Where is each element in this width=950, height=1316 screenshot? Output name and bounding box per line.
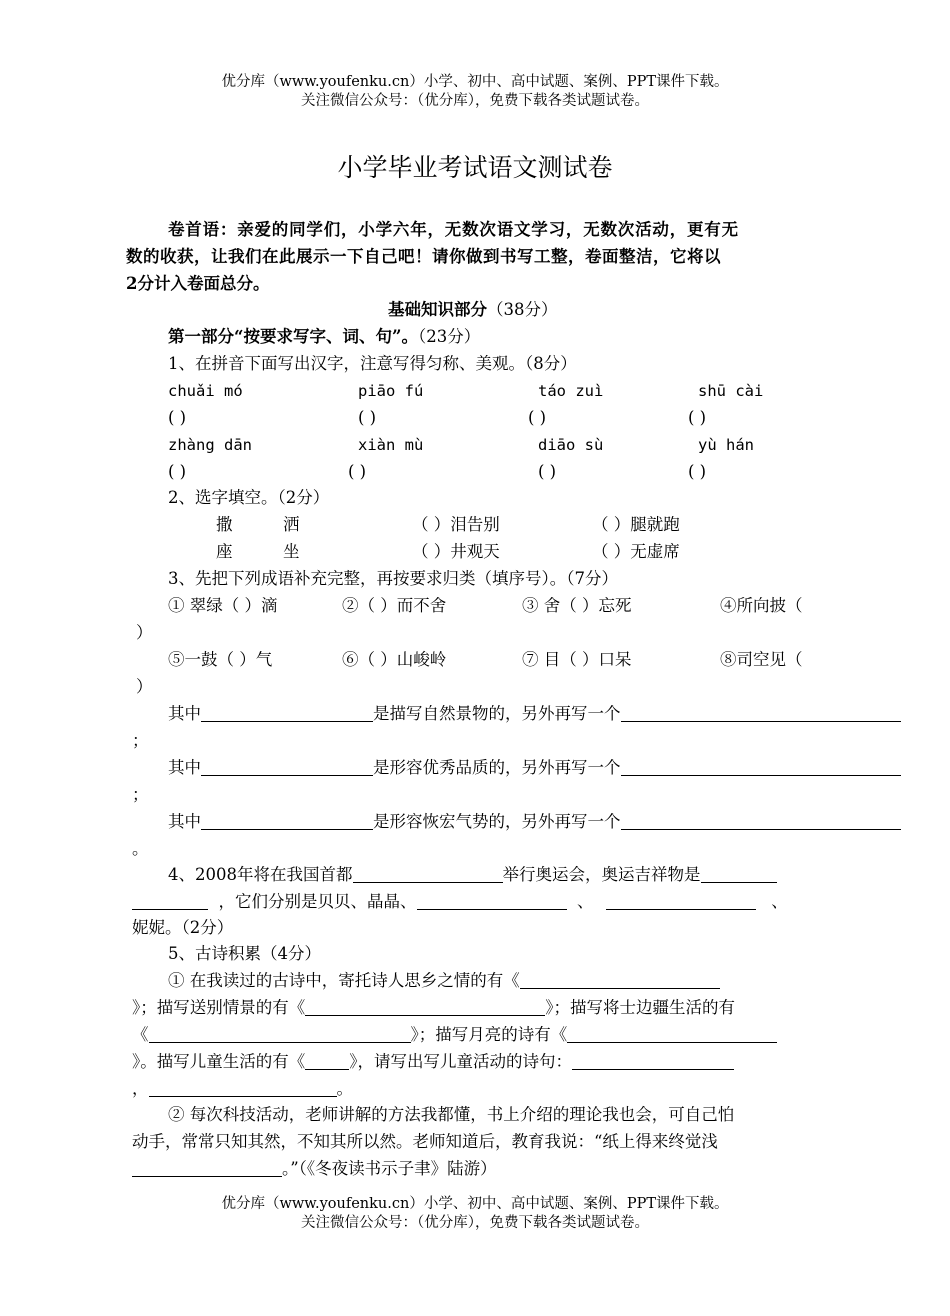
q5-text-s2c: 。”（《冬夜读书示子聿》陆游）	[282, 1159, 497, 1178]
q3-classify-3	[168, 812, 901, 832]
q3-idiom-6[interactable]: ⑥（ ）山峻岭	[342, 650, 447, 669]
q4-text-d: 、	[577, 892, 594, 911]
q4-text-e: 、	[771, 892, 788, 911]
q4-blank-name-2[interactable]	[606, 892, 756, 910]
q3-idiom-4[interactable]: ④所向披（	[720, 596, 803, 615]
q1-pinyin-4: shū cài	[698, 382, 764, 400]
q2-item-1[interactable]: （ ）泪告别	[412, 515, 500, 534]
q5-line-3	[132, 1025, 777, 1045]
q5-text-b: 》；描写送别情景的有《	[132, 998, 306, 1017]
q5-line-2	[132, 998, 735, 1018]
part1-heading	[168, 327, 480, 347]
q5-blank-verse-2[interactable]	[149, 1079, 337, 1097]
q3-classify-1-blank-b[interactable]	[621, 704, 901, 722]
q3-classify-1-blank-a[interactable]	[201, 704, 373, 722]
q4-line-3: 妮妮。（2分）	[132, 918, 234, 937]
q3-classify-3-blank-a[interactable]	[201, 812, 373, 830]
q5-blank-frontier[interactable]	[149, 1025, 411, 1043]
q4-line-1	[168, 865, 777, 885]
q1-blank-5[interactable]: ( )	[168, 462, 187, 481]
q4-blank-mascot-cont[interactable]	[132, 892, 208, 910]
q3-classify-2-end: ；	[132, 785, 149, 804]
q3-idiom-7[interactable]: ⑦ 目（ ）口呆	[522, 650, 632, 669]
q2-item-4[interactable]: （ ）无虚席	[592, 542, 680, 561]
header-line-2: 关注微信公众号：（优分库），免费下载各类试题试卷。	[301, 93, 649, 109]
q5-blank-homesick[interactable]	[520, 971, 720, 989]
q3-stem: 3、先把下列成语补充完整，再按要求归类（填序号）。（7分）	[168, 569, 618, 588]
intro-line-2: 数的收获，让我们在此展示一下自己吧！请你做到书写工整，卷面整洁，它将以	[126, 247, 721, 266]
q1-blank-1[interactable]: ( )	[168, 408, 187, 427]
q5-line-1	[168, 971, 720, 991]
q5-line-5	[132, 1079, 353, 1099]
q1-stem: 1、在拼音下面写出汉字，注意写得匀称、美观。（8分）	[168, 354, 577, 373]
q3-idiom-3[interactable]: ③ 舍（ ）忘死	[522, 596, 632, 615]
intro-line-3: 2分计入卷面总分。	[126, 274, 270, 293]
q5-para-line-2: 动手，常常只知其然，不知其所以然。老师知道后，教育我说：“纸上得来终觉浅	[132, 1132, 718, 1151]
q1-pinyin-6: xiàn mù	[358, 436, 424, 454]
q3-classify-2	[168, 758, 901, 778]
q5-text-d: 《	[132, 1025, 149, 1044]
q4-blank-mascot[interactable]	[701, 865, 777, 883]
part1-heading-score: （23分）	[417, 327, 481, 346]
q4-blank-name-1[interactable]	[417, 892, 567, 910]
q5-blank-moon[interactable]	[567, 1025, 777, 1043]
q3-classify-3-mid: 是形容恢宏气势的，另外再写一个	[373, 812, 621, 831]
q2-item-3[interactable]: （ ）井观天	[412, 542, 500, 561]
q3-classify-3-pre: 其中	[168, 812, 201, 831]
q3-classify-3-end: 。	[132, 839, 149, 858]
q2-stem: 2、选字填空。（2分）	[168, 488, 330, 507]
footer-line-2: 关注微信公众号：（优分库），免费下载各类试题试卷。	[301, 1215, 649, 1231]
q5-text-f: 》。描写儿童生活的有《	[132, 1052, 306, 1071]
header-line-1: 优分库（www.youfenku.cn）小学、初中、高中试题、案例、PPT课件下载。	[221, 74, 729, 90]
section-heading	[388, 300, 558, 320]
q5-text-i: 。	[336, 1079, 353, 1098]
q1-pinyin-3: táo zuì	[538, 382, 604, 400]
q3-classify-2-blank-a[interactable]	[201, 758, 373, 776]
q4-text-b: 举行奥运会，奥运吉祥物是	[502, 865, 701, 884]
q3-classify-1-pre: 其中	[168, 704, 201, 723]
q2-choice-2a: 座	[216, 542, 233, 561]
q5-text-g: 》，请写出写儿童活动的诗句：	[349, 1052, 572, 1071]
q3-classify-2-blank-b[interactable]	[621, 758, 901, 776]
page-title: 小学毕业考试语文测试卷	[337, 153, 613, 182]
q2-item-2[interactable]: （ ）腿就跑	[592, 515, 680, 534]
q4-line-2	[132, 892, 788, 912]
q1-pinyin-2: piāo fú	[358, 382, 424, 400]
q1-pinyin-1: chuǎi mó	[168, 382, 243, 400]
q2-choice-1b: 洒	[283, 515, 300, 534]
q5-blank-verse-1[interactable]	[572, 1052, 734, 1070]
q5-para-line-3	[132, 1159, 497, 1179]
q3-classify-2-mid: 是形容优秀品质的，另外再写一个	[373, 758, 621, 777]
section-heading-score: （38分）	[487, 300, 558, 319]
q3-idiom-2[interactable]: ②（ ）而不舍	[342, 596, 447, 615]
q2-choice-2b: 坐	[283, 542, 300, 561]
q3-classify-3-blank-b[interactable]	[621, 812, 901, 830]
q1-pinyin-8: yù hán	[698, 436, 754, 454]
intro-line-1: 卷首语：亲爱的同学们，小学六年，无数次语文学习，无数次活动，更有无	[168, 220, 739, 239]
q4-blank-city[interactable]	[353, 865, 503, 883]
q4-text-c: ，它们分别是贝贝、晶晶、	[218, 892, 417, 911]
q1-blank-2[interactable]: ( )	[358, 408, 377, 427]
q1-pinyin-7: diāo sù	[538, 436, 604, 454]
q3-classify-2-pre: 其中	[168, 758, 201, 777]
q4-text-a: 4、2008年将在我国首都	[168, 865, 353, 884]
q3-classify-1-mid: 是描写自然景物的，另外再写一个	[373, 704, 621, 723]
q1-blank-8[interactable]: ( )	[688, 462, 707, 481]
q3-idiom-1[interactable]: ① 翠绿（ ）滴	[168, 596, 278, 615]
q2-choice-1a: 撒	[216, 515, 233, 534]
q3-classify-1-end: ；	[132, 731, 149, 750]
part1-heading-text: 第一部分“按要求写字、词、句”。	[168, 327, 418, 346]
q1-blank-4[interactable]: ( )	[688, 408, 707, 427]
q5-text-h: ，	[132, 1079, 149, 1098]
q3-idiom-4-wrap: ）	[136, 623, 153, 642]
q3-classify-1	[168, 704, 901, 724]
q5-blank-farewell[interactable]	[305, 998, 545, 1016]
q3-idiom-8[interactable]: ⑧司空见（	[720, 650, 803, 669]
footer-line-1: 优分库（www.youfenku.cn）小学、初中、高中试题、案例、PPT课件下载。	[221, 1196, 729, 1212]
q1-blank-3[interactable]: ( )	[528, 408, 547, 427]
q3-idiom-5[interactable]: ⑤一鼓（ ）气	[168, 650, 273, 669]
q1-blank-6[interactable]: ( )	[348, 462, 367, 481]
section-heading-text: 基础知识部分	[388, 300, 487, 319]
q5-stem: 5、古诗积累（4分）	[168, 944, 321, 963]
q5-para-line-1: ② 每次科技活动，老师讲解的方法我都懂，书上介绍的理论我也会，可自己怕	[168, 1105, 735, 1124]
q5-text-c: 》；描写将士边疆生活的有	[545, 998, 735, 1017]
q3-idiom-8-wrap: ）	[136, 677, 153, 696]
q5-text-e: 》；描写月亮的诗有《	[410, 1025, 568, 1044]
q5-text-a: ① 在我读过的古诗中，寄托诗人思乡之情的有《	[168, 971, 520, 990]
q5-blank-children[interactable]	[305, 1052, 349, 1070]
q5-blank-poem[interactable]	[132, 1159, 282, 1177]
q5-line-4	[132, 1052, 734, 1072]
q1-blank-7[interactable]: ( )	[538, 462, 557, 481]
q1-pinyin-5: zhàng dān	[168, 436, 252, 454]
